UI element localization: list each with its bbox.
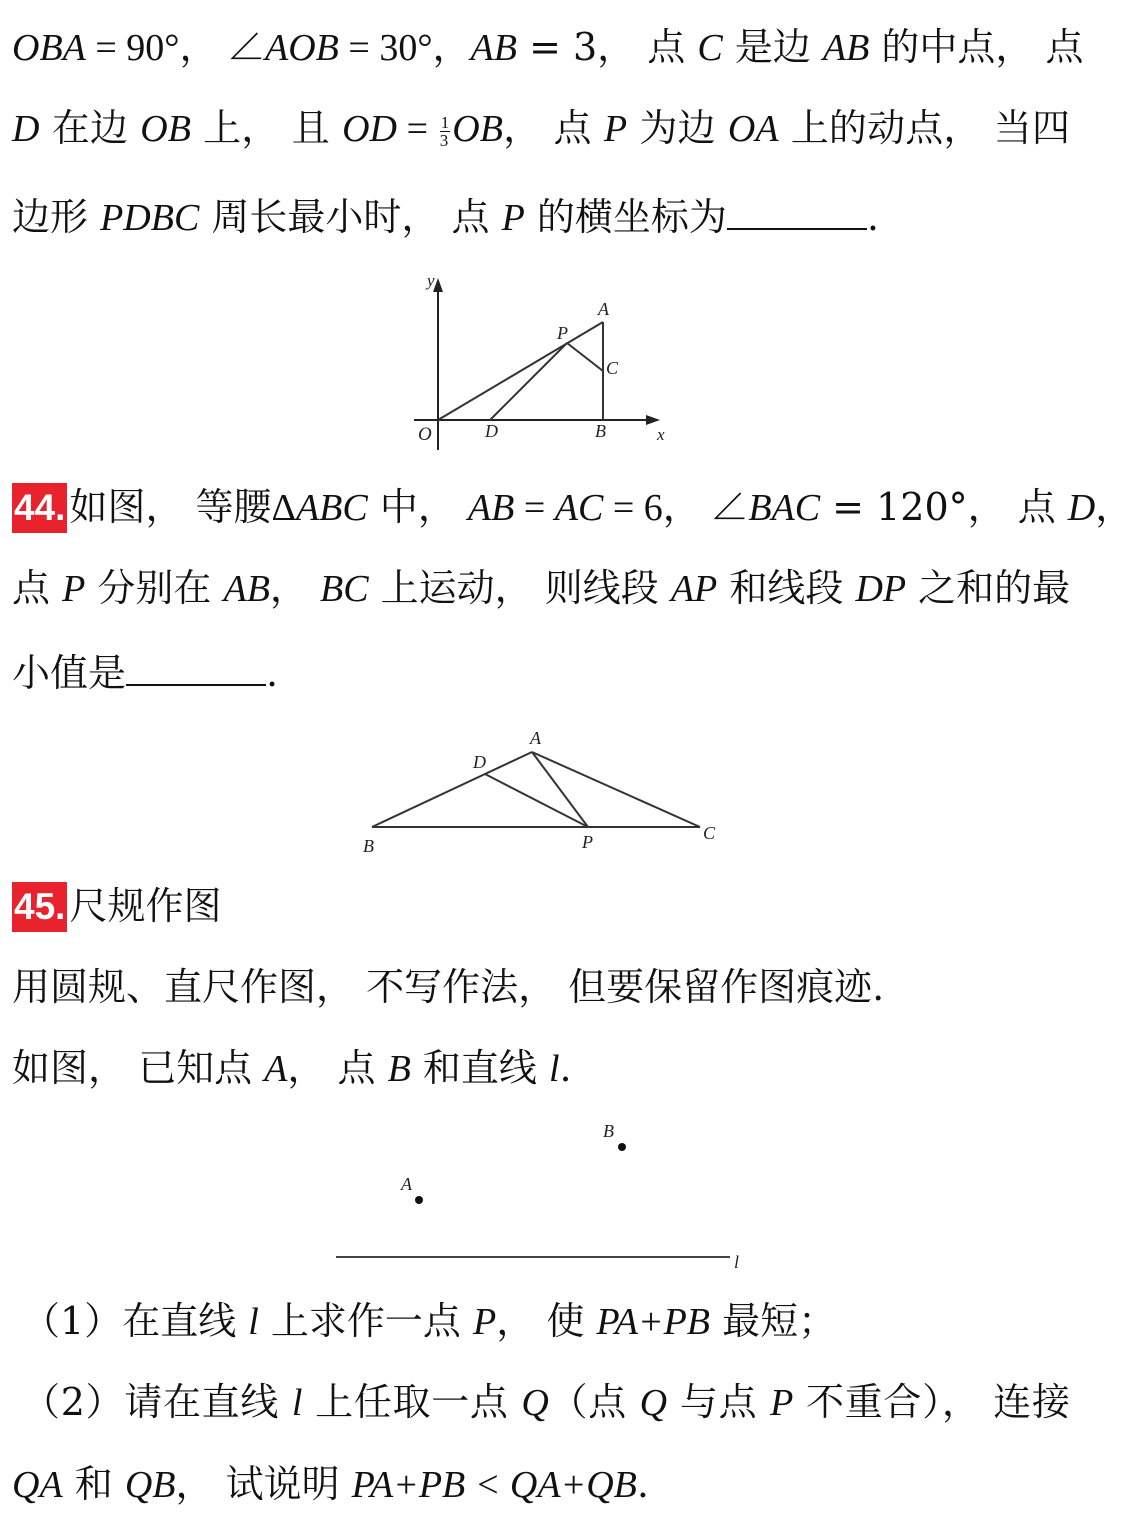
text-q: Q [521, 1382, 549, 1424]
text: 中， [367, 485, 468, 529]
text: 与点 [667, 1380, 771, 1424]
text-d: D [1067, 487, 1096, 529]
q44-figure [350, 720, 730, 860]
text-qa: QA [12, 1464, 63, 1506]
text-bac: BAC [748, 487, 821, 529]
text-oa: OA [727, 108, 779, 150]
text: . [266, 651, 279, 695]
text-oba: OBA [12, 27, 86, 69]
text: 上任取一点 [302, 1380, 522, 1424]
label-x: x [657, 425, 665, 444]
text-ap: AP [670, 568, 718, 610]
text: . [636, 1462, 649, 1506]
q45-line-2 [12, 1044, 572, 1093]
triangle-symbol: Δ [271, 487, 296, 529]
text-expression: PA+PB [596, 1301, 710, 1343]
fraction-one-third [440, 114, 451, 149]
text: ， [269, 566, 321, 610]
question-title: 尺规作图 [69, 884, 222, 928]
text-l: l [291, 1382, 303, 1424]
text: 点 [12, 566, 63, 610]
angle-symbol: ∠ [710, 487, 749, 529]
angle-symbol: ∠ [227, 27, 266, 69]
text-p: P [603, 108, 628, 150]
text: ， [1095, 485, 1133, 529]
text: 在直线 [122, 1299, 249, 1343]
text-l: l [248, 1301, 259, 1343]
fraction-numerator: 1 [440, 113, 450, 132]
text: 在边 [39, 106, 141, 150]
text: = 3， 点 [516, 25, 698, 69]
q45-part-2-continued [12, 1460, 649, 1509]
text-p: P [62, 568, 86, 610]
label-p: P [582, 832, 593, 852]
segment-oa [438, 322, 603, 420]
text: 是边 [722, 25, 823, 69]
label-d: D [485, 421, 498, 441]
text: 如图， 已知点 [12, 1046, 265, 1090]
label-b: B [363, 836, 374, 856]
text-ac: AC [554, 487, 604, 529]
text: = [397, 108, 438, 150]
text-p: P [473, 1301, 497, 1343]
text: 上求作一点 [258, 1299, 474, 1343]
q45-figure [320, 1110, 760, 1280]
text: . [559, 1046, 572, 1090]
text: = [514, 487, 555, 529]
text: 小值是 [12, 651, 127, 695]
text: 分别在 [85, 566, 224, 610]
segment-ac [532, 752, 700, 827]
segment-pc [567, 343, 603, 371]
text: 请在直线 [124, 1380, 292, 1424]
text-ob: OB [140, 108, 191, 150]
text-inequality: PA+PB < QA+QB [351, 1464, 637, 1506]
q43-line-2 [12, 104, 1070, 153]
text: 周长最小时， 点 [199, 195, 502, 239]
q43-line-3 [12, 190, 879, 242]
text: = 6， [603, 487, 711, 529]
text: 和 [62, 1462, 125, 1506]
text: ， 点 [287, 1046, 388, 1090]
label-p: P [557, 323, 568, 343]
segment-ba [372, 752, 532, 827]
text: 最短； [710, 1299, 837, 1343]
x-axis-arrow [646, 415, 660, 425]
label-a: A [530, 728, 541, 748]
label-c: C [703, 823, 716, 843]
question-number: 44. [12, 483, 67, 533]
text: ， 使 [496, 1299, 597, 1343]
text-ab: AB [822, 27, 870, 69]
q45-title-line [12, 882, 221, 932]
text: 不重合）， 连接 [793, 1380, 1070, 1424]
fraction-denominator: 3 [439, 131, 449, 150]
text-d: D [12, 108, 40, 150]
label-y: y [427, 271, 435, 290]
text-c: C [697, 27, 723, 69]
text: ， 点 [502, 106, 604, 150]
text-l: l [548, 1048, 560, 1090]
text: （点 [548, 1380, 640, 1424]
part-number: （2） [22, 1380, 125, 1424]
text-ab: AB [223, 568, 270, 610]
text: = 30°， [338, 27, 471, 69]
question-number: 45. [12, 882, 67, 932]
text-pdbc: PDBC [100, 197, 200, 239]
text-b: B [387, 1048, 411, 1090]
label-a: A [598, 299, 609, 319]
text: ， 试说明 [175, 1462, 352, 1506]
text-p: P [501, 197, 525, 239]
label-l: l [734, 1252, 740, 1272]
text: 的横坐标为 [524, 195, 727, 239]
text: 边形 [12, 195, 101, 239]
text-bc: BC [320, 568, 369, 610]
q44-line-3 [12, 646, 278, 697]
text: 用圆规、直尺作图， 不写作法， 但要保留作图痕迹. [12, 965, 885, 1009]
text-ob: OB [452, 108, 503, 150]
text-ab: AB [470, 27, 517, 69]
q45-line-1 [12, 963, 884, 1011]
text: 上， 且 [190, 106, 343, 150]
q43-figure [400, 270, 680, 460]
answer-blank[interactable] [727, 190, 867, 230]
text: 和直线 [410, 1046, 549, 1090]
label-a: A [401, 1174, 412, 1194]
label-d: D [473, 752, 486, 772]
text: 上的动点， 当四 [778, 106, 1070, 150]
text-a: A [264, 1048, 288, 1090]
text: 为边 [627, 106, 728, 150]
text-dp: DP [855, 568, 907, 610]
label-b: B [595, 421, 606, 441]
text: 如图， 等腰 [69, 485, 272, 529]
q45-part-2 [22, 1378, 1070, 1427]
label-o: O [418, 424, 432, 445]
segment-dp [485, 774, 588, 827]
q44-line-1 [12, 483, 1133, 533]
segment-ap [532, 752, 588, 827]
text-od: OD [342, 108, 397, 150]
q45-part-1 [22, 1297, 836, 1346]
q44-line-2 [12, 564, 1070, 613]
text: 上运动， 则线段 [368, 566, 671, 610]
answer-blank[interactable] [126, 646, 266, 686]
q43-line-1 [12, 23, 1084, 72]
point-a [415, 1196, 423, 1204]
label-b: B [603, 1121, 614, 1141]
text: 之和的最 [906, 566, 1071, 610]
part-number: （1） [22, 1299, 123, 1343]
text: = 120°， 点 [820, 485, 1068, 529]
label-c: C [606, 358, 619, 378]
text: . [866, 195, 879, 239]
text-p: P [770, 1382, 794, 1424]
text-q: Q [639, 1382, 668, 1424]
text-ab: AB [467, 487, 515, 529]
text: 的中点， 点 [869, 25, 1084, 69]
point-b [618, 1143, 626, 1151]
text: = 90°， [85, 27, 228, 69]
text-aob: AOB [265, 27, 339, 69]
text-abc: ABC [295, 487, 368, 529]
text: 和线段 [717, 566, 856, 610]
text-qb: QB [124, 1464, 176, 1506]
